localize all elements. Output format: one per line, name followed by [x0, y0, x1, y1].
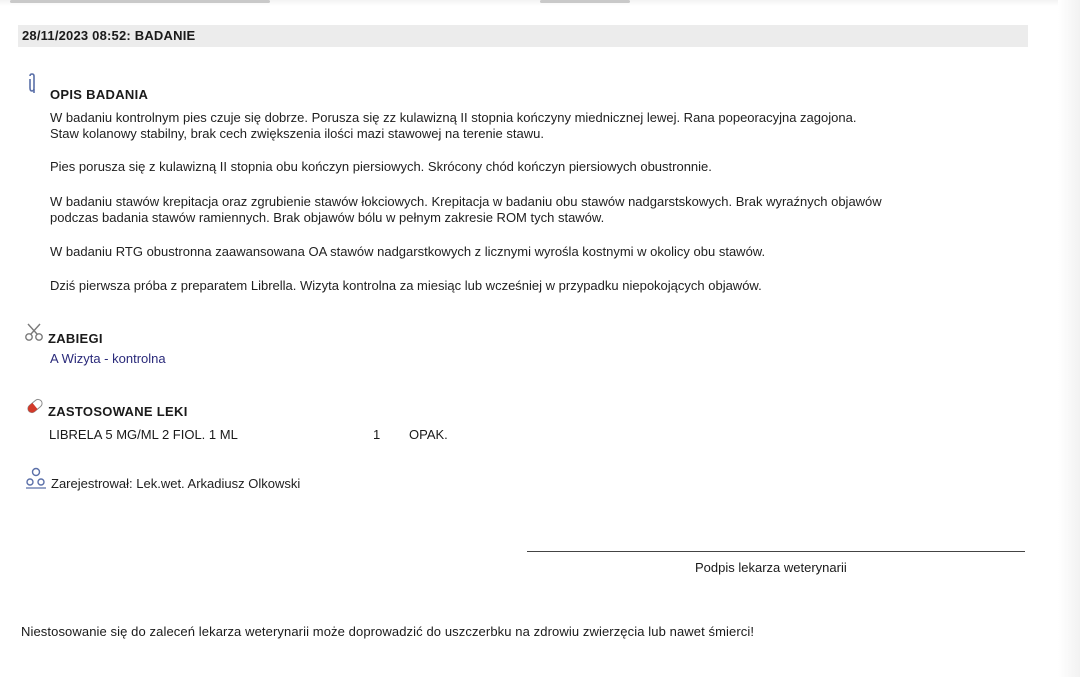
- pill-icon: [24, 395, 46, 417]
- medication-quantity: 1: [373, 427, 381, 442]
- exam-line-4: W badaniu stawów krepitacja oraz zgrubienie stawów łokciowych. Krepitacja w badaniu obu stawów nadgarstskowych. Brak wyraźnych objawów: [50, 194, 882, 209]
- exam-line-5: podczas badania stawów ramiennych. Brak objawów bólu w pełnym zakresie ROM tych stawów.: [50, 210, 605, 225]
- exam-line-7: Dziś pierwsza próba z preparatem Librella. Wizyta kontrolna za miesiąc lub wcześniej w przypadku niepokojących objawów.: [50, 278, 762, 293]
- scan-top-edge: [0, 0, 1080, 6]
- users-icon: [24, 466, 46, 488]
- medication-name: LIBRELA 5 MG/ML 2 FIOL. 1 ML: [49, 427, 238, 442]
- signature-line: [527, 551, 1025, 552]
- record-header: [18, 25, 1028, 47]
- exam-line-1: W badaniu kontrolnym pies czuje się dobrze. Porusza się zz kulawizną II stopnia kończyny miednicznej lewej. Rana popeoracyjna zagojona.: [50, 110, 857, 125]
- exam-line-3: Pies porusza się z kulawizną II stopnia obu kończyn piersiowych. Skrócony chód kończyn piersiowych obustronnie.: [50, 159, 712, 174]
- footer-warning: Niestosowanie się do zaleceń lekarza weterynarii może doprowadzić do uszczerbku na zdrowiu zwierzęcia lub nawet śmierci!: [21, 624, 755, 639]
- exam-section-title: OPIS BADANIA: [50, 87, 149, 102]
- signature-label: Podpis lekarza weterynarii: [695, 560, 847, 575]
- medications-section-title: ZASTOSOWANE LEKI: [48, 404, 188, 419]
- registered-by: Zarejestrował: Lek.wet. Arkadiusz Olkowski: [51, 476, 301, 491]
- scan-right-edge: [1058, 0, 1080, 677]
- clip-icon: [24, 73, 46, 95]
- record-date-title: 28/11/2023 08:52: BADANIE: [22, 28, 196, 43]
- procedure-item: A Wizyta - kontrolna: [50, 351, 166, 366]
- scissors-icon: [24, 322, 46, 344]
- procedures-section-title: ZABIEGI: [48, 331, 103, 346]
- exam-line-2: Staw kolanowy stabilny, brak cech zwiększenia ilości mazi stawowej na terenie stawu.: [50, 126, 544, 141]
- medication-unit: OPAK.: [409, 427, 448, 442]
- exam-line-6: W badaniu RTG obustronna zaawansowana OA stawów nadgarstkowych z licznymi wyrośla kostnymi w okolicy obu stawów.: [50, 244, 766, 259]
